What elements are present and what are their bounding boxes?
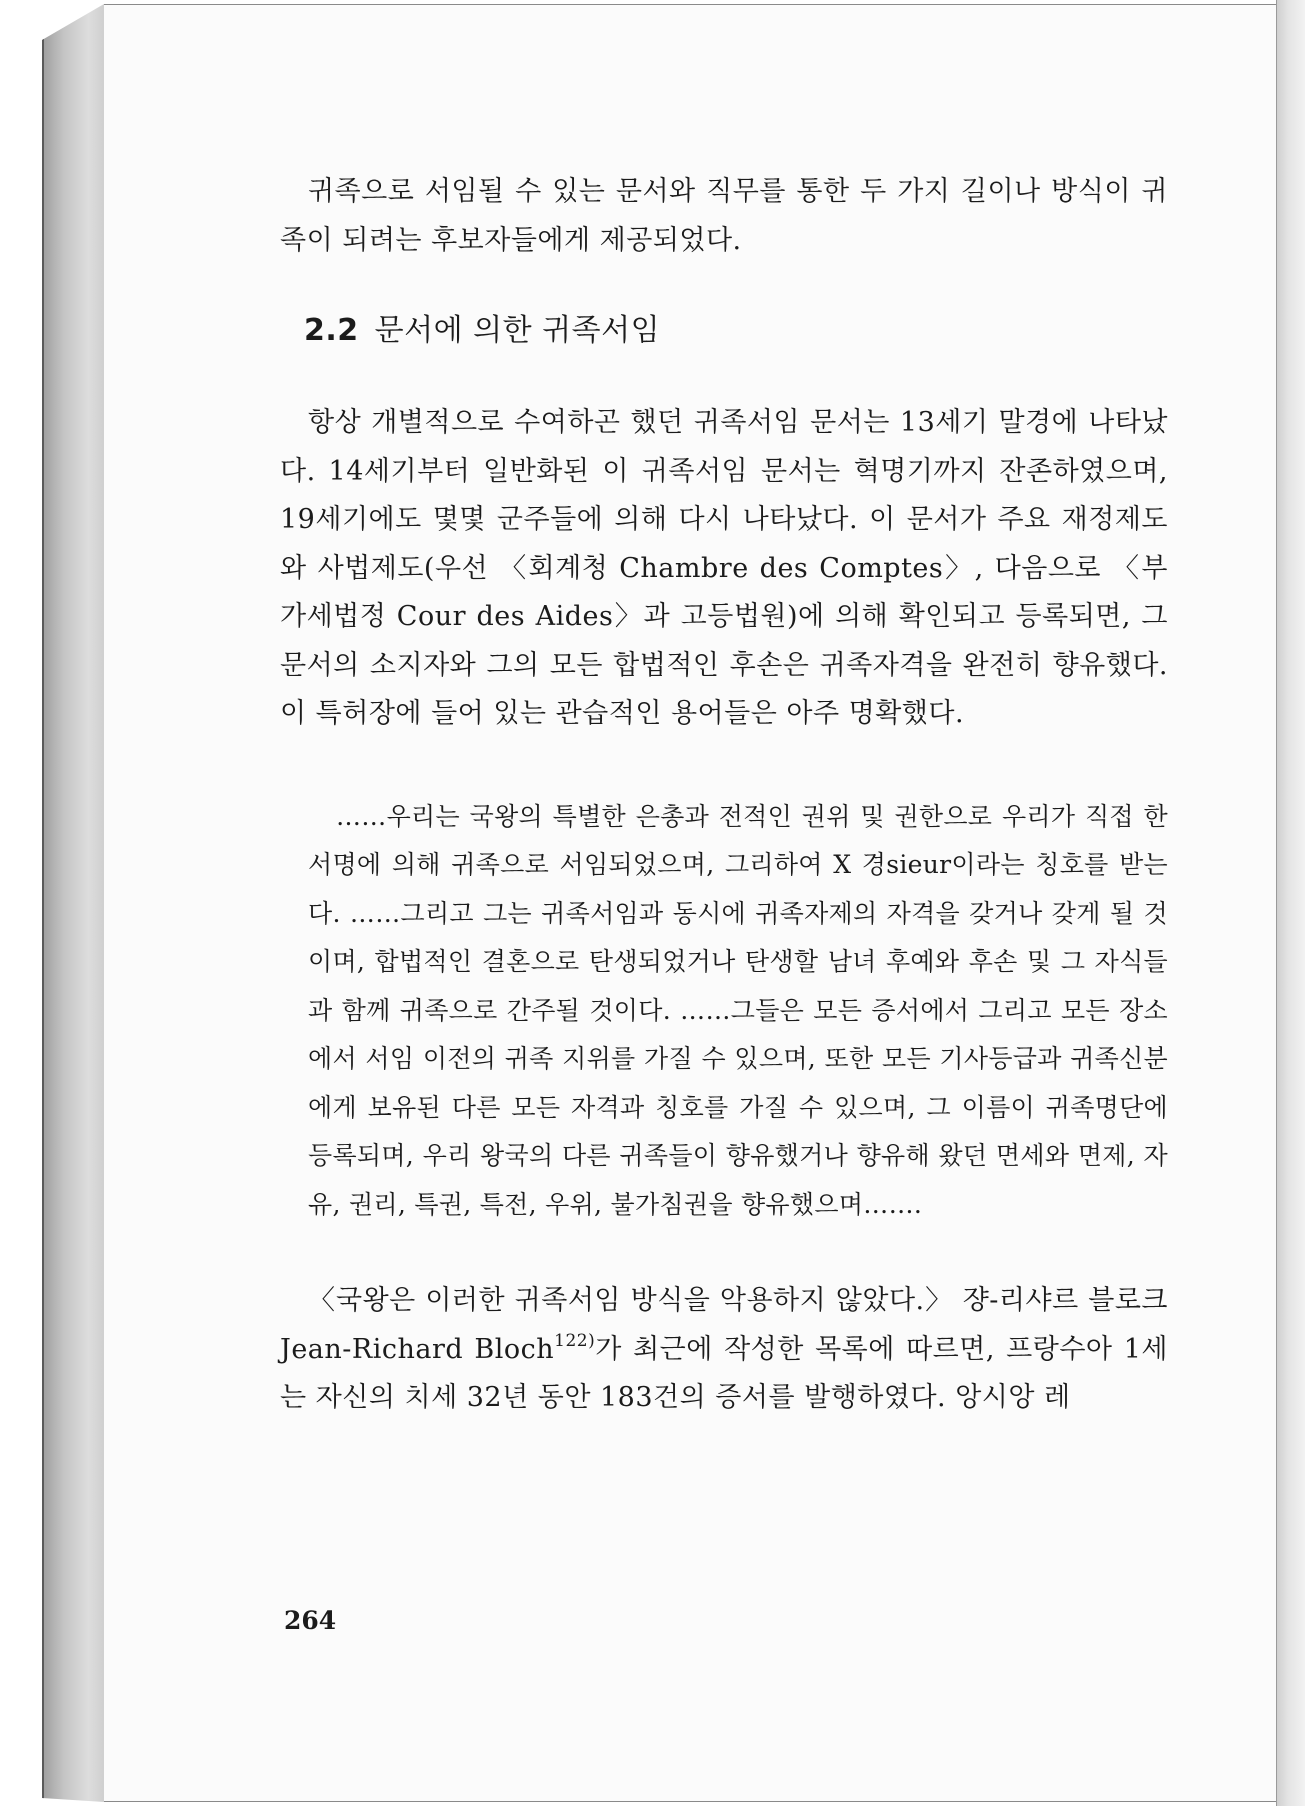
page-right-edge (1276, 0, 1305, 1806)
paragraph-king-text-a: 〈국왕은 이러한 귀족서임 방식을 악용하지 않았다.〉 쟝-리샤르 블로크 Jean-Richard Bloch (280, 1285, 1168, 1365)
block-quote: ……우리는 국왕의 특별한 은총과 전적인 권위 및 권한으로 우리가 직접 한 서명에 의해 귀족으로 서임되었으며, 그리하여 X 경sieur이라는 칭호를 받는다. ……그리고 그는 귀족서임과 동시에 귀족자제의 자격을 갖거나 갖게 될 것이며, 합법적인 결혼으로 탄생되었거나 탄생할 남녀 후예와 후손 및 그 자식들과 함께 귀족으로 간주될 것이다. ……그들은 모든 증서에서 그리고 모든 장소에서 서임 이전의 귀족 지위를 가질 수 있으며, 또한 모든 기사등급과 귀족신분에게 보유된 다른 모든 자격과 칭호를 가질 수 있으며, 그 이름이 귀족명단에 등록되며, 우리 왕국의 다른 귀족들이 향유했거나 향유해 왔던 면세와 면제, 자유, 권리, 특권, 특전, 우위, 불가침권을 향유했으며……. (308, 801, 1168, 1219)
paragraph-king (280, 1277, 1168, 1423)
paragraph-letters-of-nobility: 항상 개별적으로 수여하곤 했던 귀족서임 문서는 13세기 말경에 나타났다. 14세기부터 일반화된 이 귀족서임 문서는 혁명기까지 잔존하였으며, 19세기에도 몇몇 군주들에 의해 다시 나타났다. 이 문서가 주요 재정제도와 사법제도(우선 〈회계청 Chambre des Comptes〉, 다음으로 〈부가세법정 Cour des Aides〉과 고등법원)에 의해 확인되고 등록되면, 그 문서의 소지자와 그의 모든 합법적인 후손은 귀족자격을 완전히 향유했다. 이 특허장에 들어 있는 관습적인 용어들은 아주 명확했다. (280, 407, 1168, 729)
book-spine-edge (42, 4, 104, 1802)
footnote-ref-122: 122) (554, 1330, 596, 1351)
section-heading (304, 311, 1168, 351)
paragraph-king-text-b: 가 최근에 작성한 목록에 따르면, 프랑수아 1세는 자신의 치세 32년 동안 183건의 증서를 발행하였다. 앙시앙 레 (280, 1333, 1169, 1413)
page-content (280, 168, 1168, 1423)
paragraph-intro: 귀족으로 서임될 수 있는 문서와 직무를 통한 두 가지 길이나 방식이 귀족이 되려는 후보자들에게 제공되었다. (280, 176, 1168, 256)
section-title: 문서에 의한 귀족서임 (374, 313, 661, 348)
page-number: 264 (284, 1606, 337, 1635)
section-number: 2.2 (304, 313, 359, 348)
